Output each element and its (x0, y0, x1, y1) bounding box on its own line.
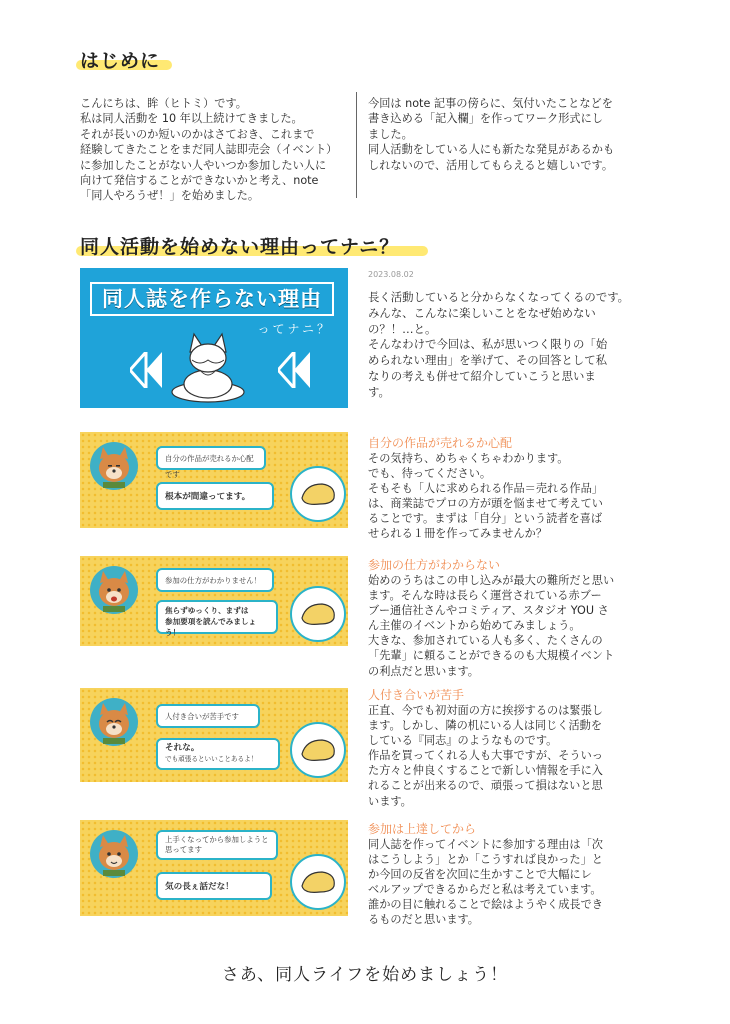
item-1-heading: 自分の作品が売れるか心配 (368, 436, 513, 450)
bread-icon (290, 722, 346, 778)
shiba-dog-avatar-icon (89, 829, 139, 879)
answer-text: 焦らずゆっくり、まずは 参加要項を読んでみましょう！ (165, 606, 257, 637)
item-4-text: 同人誌を作ってイベントに参加する理由は「次 はこうしよう」とか「こうすれば良かった」と か今回の反省を次回に生かすことで大幅にレ ベルアップできるからだと私は考えています。 誰かの目に触れることで絵はようやく成長でき るものだと思います。 (368, 838, 603, 927)
section-intro-text: 長く活動していると分からなくなってくるのです。 みんな、こんなに楽しいことをなぜ始めない の？！…と。 そんなわけで今回は、私が思いつく限りの「始 められない理由」を挙げて、その回答として私 なりの考えも併せて紹介していこうと思いま す。 (368, 290, 630, 399)
shiba-dog-avatar-icon (89, 565, 139, 615)
intro-right-text: 今回は note 記事の傍らに、気付いたことなどを 書き込める「記入欄」を作ってワーク形式にし ました。 同人活動をしている人にも新たな発見があるかも しれないので、活用してもらえると嬉しいです。 (368, 97, 615, 172)
item-3-text: 正直、今でも初対面の方に挨拶するのは緊張し ます。しかし、隣の机にいる人は同じく活動を している『同志』のようなものです。 作品を買ってくれる人も大事ですが、そういっ た方々と仲良くすることで新しい情報を手に入 れることが出来るので、頑張って損はないと思 います。 (368, 704, 603, 808)
article-banner (80, 268, 348, 408)
intro-left-text: こんにちは、眸（ヒトミ）です。 私は同人活動を 10 年以上続けてきました。 それが長いのか短いのかはさておき、これまで 経験してきたことをまだ同人誌即売会（イベント） に参加したことがない人やいつか参加したい人に 向けて発信することができないかと考え、note 「同人やろうぜ！」を始めました。 (80, 97, 338, 203)
answer-text: それな。 (165, 743, 200, 753)
dialogue-card-2 (80, 556, 348, 646)
bread-icon (290, 466, 346, 522)
intro-divider (356, 92, 357, 198)
bread-icon (290, 854, 346, 910)
section-heading: 同人活動を始めない理由ってナニ？ (80, 236, 400, 258)
question-bubble: 自分の作品が売れるか心配です (156, 446, 266, 470)
answer-bubble (156, 482, 274, 510)
banner-title: 同人誌を作らない理由 (90, 282, 334, 316)
article-date: 2023.08.02 (368, 270, 414, 279)
shiba-dog-avatar-icon (89, 697, 139, 747)
answer-bubble (156, 738, 280, 770)
answer-text: 気の長ぇ話だな！ (165, 882, 234, 892)
intro-heading: はじめに (80, 50, 161, 72)
right-arrows-icon (278, 352, 312, 392)
question-bubble: 上手くなってから参加しようと 思ってます (156, 830, 278, 860)
bread-icon (290, 586, 346, 642)
answer-bubble (156, 872, 272, 900)
closing-message: さあ、同人ライフを始めましょう！ (221, 965, 509, 985)
item-2-heading: 参加の仕方がわからない (368, 558, 501, 572)
item-2-text: 始めのうちはこの申し込みが最大の難所だと思い ます。そんな時は長らく運営されている赤ブー ブー通信社さんやコミティア、スタジオ YOU さ ん主催のイベントから始めてみましょう。 大きな、参加されている人も多く、たくさんの 「先輩」に頼ることができるのも大規模イベント の利点だと思います。 (368, 574, 615, 678)
item-4-heading: 参加は上達してから (368, 822, 477, 836)
left-arrows-icon (130, 352, 164, 392)
question-bubble: 人付き合いが苦手です (156, 704, 260, 728)
answer-subtext: でも頑張るといいことあるよ！ (165, 755, 258, 763)
answer-bubble (156, 600, 278, 637)
question-bubble: 参加の仕方がわかりません！ (156, 568, 274, 592)
dialogue-card-4 (80, 820, 348, 916)
item-1-text: その気持ち、めちゃくちゃわかります。 でも、待ってください。 そもそも「人に求められる作品＝売れる作品」 は、商業誌でプロの方が頭を悩ませて考えてい ることです。まずは「自分」という読者を喜ば せられる１冊を作ってみませんか？ (368, 452, 603, 541)
dialogue-card-1 (80, 432, 348, 528)
item-3-heading: 人付き合いが苦手 (368, 688, 465, 702)
answer-text: 根本が間違ってます。 (165, 492, 251, 502)
banner-subtitle: ってナニ？ (257, 322, 332, 336)
shiba-dog-avatar-icon (89, 441, 139, 491)
cat-girl-illustration (160, 324, 256, 404)
dialogue-card-3 (80, 688, 348, 782)
